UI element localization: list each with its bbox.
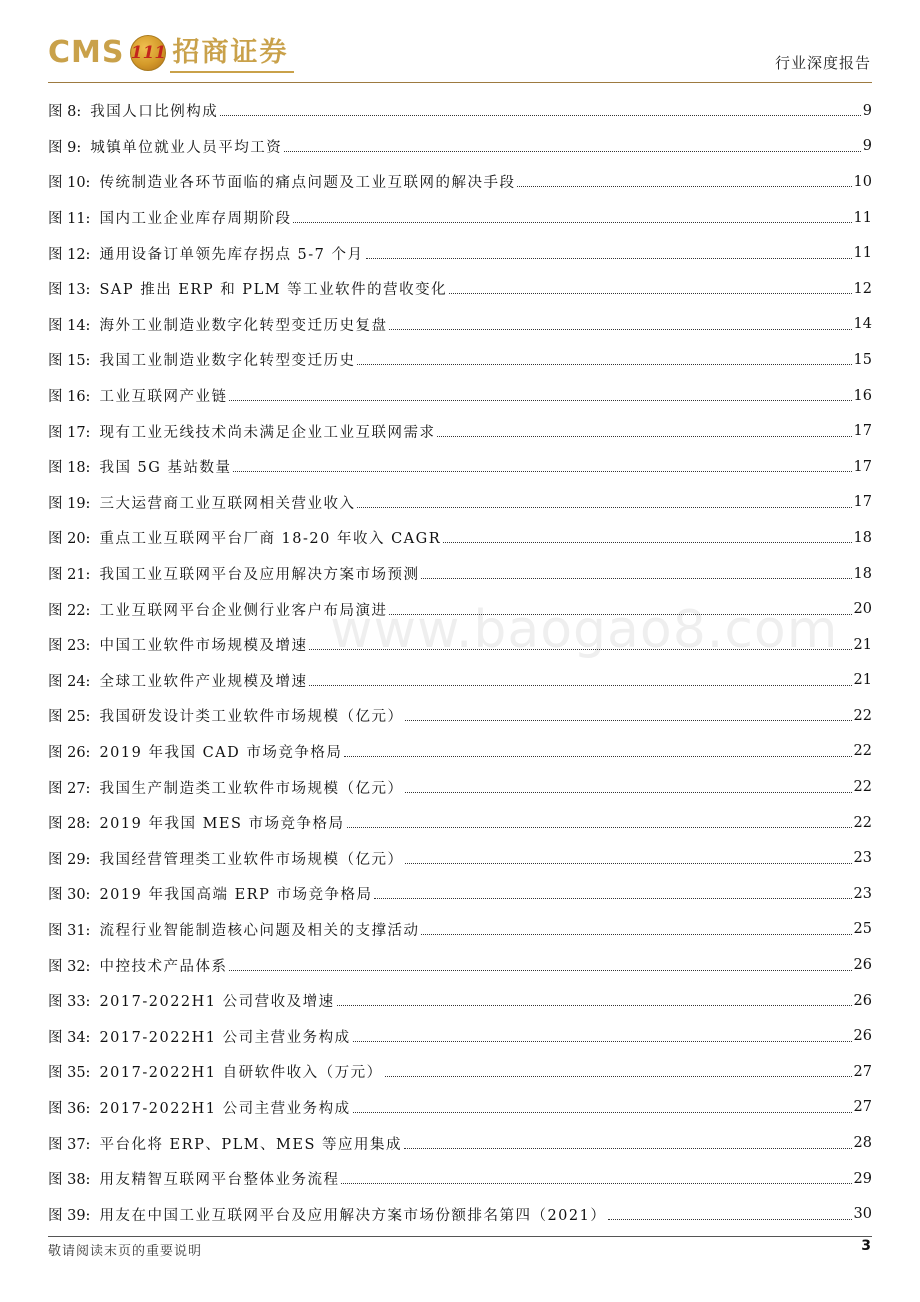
dot-leader: [449, 293, 851, 294]
figure-number: 图 38:: [48, 1172, 91, 1189]
page-reference: 11: [853, 245, 872, 262]
toc-entry[interactable]: [48, 129, 872, 165]
figure-number: 图 37:: [48, 1136, 91, 1153]
figure-number: 图 31:: [48, 922, 91, 939]
toc-entry[interactable]: [48, 342, 872, 378]
figure-title: 2017-2022H1 公司营收及增速: [99, 994, 335, 1011]
dot-leader: [443, 542, 851, 543]
figure-number: 图 9:: [48, 139, 82, 156]
toc-entry[interactable]: [48, 556, 872, 592]
toc-entry[interactable]: [48, 947, 872, 983]
figure-title: 2017-2022H1 公司主营业务构成: [99, 1029, 351, 1046]
toc-entry[interactable]: [48, 627, 872, 663]
figure-number: 图 15:: [48, 353, 91, 370]
toc-entry-label: [48, 385, 227, 406]
page-reference: 20: [853, 601, 872, 618]
dot-leader: [404, 1148, 852, 1149]
figure-number: 图 27:: [48, 780, 91, 797]
header-divider: [48, 82, 872, 83]
figure-title: 用友在中国工业互联网平台及应用解决方案市场份额排名第四（2021）: [99, 1207, 607, 1224]
figure-number: 图 12:: [48, 246, 91, 263]
page-reference: 9: [862, 102, 872, 119]
dot-leader: [366, 258, 852, 259]
toc-entry[interactable]: [48, 734, 872, 770]
figure-title: 2017-2022H1 自研软件收入（万元）: [99, 1065, 383, 1082]
page-reference: 25: [853, 921, 872, 938]
toc-entry[interactable]: [48, 485, 872, 521]
toc-entry-label: [48, 563, 419, 584]
figure-title: 我国工业互联网平台及应用解决方案市场预测: [99, 567, 420, 584]
figure-title: 工业互联网产业链: [99, 389, 228, 406]
toc-entry-label: [48, 278, 447, 299]
figure-number: 图 25:: [48, 709, 91, 726]
figure-title: 我国 5G 基站数量: [99, 460, 232, 477]
toc-entry[interactable]: [48, 1196, 872, 1232]
page-reference: 26: [853, 1028, 872, 1045]
figure-title: 2019 年我国高端 ERP 市场竞争格局: [99, 887, 373, 904]
page-reference: 30: [853, 1206, 872, 1223]
page-reference: 18: [853, 529, 872, 546]
figure-title: 2017-2022H1 公司主营业务构成: [99, 1100, 351, 1117]
dot-leader: [405, 720, 851, 721]
toc-entry-label: [48, 848, 403, 869]
toc-entry[interactable]: [48, 1054, 872, 1090]
toc-entry-label: [48, 1097, 351, 1118]
figure-number: 图 24:: [48, 673, 91, 690]
dot-leader: [337, 1005, 852, 1006]
toc-entry-label: [48, 1133, 402, 1154]
toc-entry-label: [48, 314, 387, 335]
toc-entry[interactable]: [48, 1161, 872, 1197]
page-reference: 14: [853, 316, 872, 333]
dot-leader: [389, 329, 851, 330]
toc-entry-label: [48, 1026, 351, 1047]
figure-title: 我国研发设计类工业软件市场规模（亿元）: [99, 709, 404, 726]
toc-entry[interactable]: [48, 93, 872, 129]
page-reference: 17: [853, 458, 872, 475]
dot-leader: [389, 614, 851, 615]
toc-entry[interactable]: [48, 413, 872, 449]
toc-entry-label: [48, 955, 227, 976]
dot-leader: [229, 400, 851, 401]
toc-entry-label: [48, 990, 335, 1011]
dot-leader: [220, 115, 861, 116]
figure-number: 图 36:: [48, 1100, 91, 1117]
toc-entry-label: [48, 1204, 606, 1225]
figure-title: 平台化将 ERP、PLM、MES 等应用集成: [99, 1136, 403, 1153]
dot-leader: [517, 186, 851, 187]
toc-entry-label: [48, 243, 364, 264]
toc-entry[interactable]: [48, 769, 872, 805]
page-reference: 21: [853, 672, 872, 689]
page-reference: 29: [853, 1170, 872, 1187]
document-type: 行业深度报告: [774, 54, 871, 72]
page-reference: 22: [853, 743, 872, 760]
toc-entry[interactable]: [48, 235, 872, 271]
page-reference: 15: [853, 351, 872, 368]
toc-entry-label: [48, 492, 355, 513]
dot-leader: [357, 364, 851, 365]
page-reference: 23: [853, 885, 872, 902]
figure-title: 我国工业制造业数字化转型变迁历史: [99, 353, 356, 370]
figure-title: 2019 年我国 CAD 市场竞争格局: [99, 744, 343, 761]
dot-leader: [341, 1183, 851, 1184]
dot-leader: [385, 1076, 852, 1077]
toc-entry[interactable]: [48, 983, 872, 1019]
toc-entry[interactable]: [48, 805, 872, 841]
toc-entry-label: [48, 207, 291, 228]
figure-number: 图 8:: [48, 104, 82, 121]
dot-leader: [353, 1112, 852, 1113]
dot-leader: [357, 507, 851, 508]
dot-leader: [608, 1219, 851, 1220]
dot-leader: [229, 970, 851, 971]
page-reference: 22: [853, 779, 872, 796]
page-reference: 23: [853, 850, 872, 867]
figure-title: 通用设备订单领先库存拐点 5-7 个月: [99, 246, 364, 263]
figure-title: 2019 年我国 MES 市场竞争格局: [99, 816, 345, 833]
toc-entry[interactable]: [48, 200, 872, 236]
figure-title: 我国人口比例构成: [90, 104, 219, 121]
toc-entry-label: [48, 1061, 383, 1082]
page-reference: 22: [853, 707, 872, 724]
page-reference: 18: [853, 565, 872, 582]
logo-emblem-icon: 111: [130, 35, 166, 71]
page-reference: 22: [853, 814, 872, 831]
toc-entry[interactable]: [48, 271, 872, 307]
figure-number: 图 20:: [48, 531, 91, 548]
toc-entry[interactable]: [48, 164, 872, 200]
dot-leader: [405, 792, 851, 793]
figure-number: 图 34:: [48, 1029, 91, 1046]
toc-entry-label: [48, 670, 307, 691]
figure-title: SAP 推出 ERP 和 PLM 等工业软件的营收变化: [99, 282, 448, 299]
dot-leader: [353, 1041, 852, 1042]
toc-entry[interactable]: [48, 307, 872, 343]
toc-entry[interactable]: [48, 1018, 872, 1054]
figure-title: 工业互联网平台企业侧行业客户布局演进: [99, 602, 388, 619]
toc-entry-label: [48, 705, 403, 726]
figure-number: 图 11:: [48, 211, 91, 228]
toc-entry-label: [48, 741, 342, 762]
dot-leader: [421, 578, 851, 579]
toc-entry-label: [48, 136, 282, 157]
dot-leader: [309, 685, 851, 686]
page-reference: 12: [853, 280, 872, 297]
dot-leader: [284, 151, 861, 152]
figure-title: 全球工业软件产业规模及增速: [99, 673, 308, 690]
footer-note: 敬请阅读末页的重要说明: [48, 1244, 203, 1259]
page-number: 3: [861, 1238, 871, 1254]
toc-entry-label: [48, 349, 355, 370]
toc-entry[interactable]: [48, 1090, 872, 1126]
figure-number: 图 13:: [48, 282, 91, 299]
page-reference: 16: [853, 387, 872, 404]
toc-entry[interactable]: [48, 378, 872, 414]
figure-title: 国内工业企业库存周期阶段: [99, 211, 292, 228]
watermark: www.baogao8.com: [330, 600, 839, 660]
toc-entry-label: [48, 171, 515, 192]
page-reference: 28: [853, 1135, 872, 1152]
toc-entry[interactable]: [48, 663, 872, 699]
dot-leader: [233, 471, 851, 472]
page-reference: 26: [853, 957, 872, 974]
toc-entry-label: [48, 100, 218, 121]
toc-entry-label: [48, 1168, 339, 1189]
dot-leader: [347, 827, 852, 828]
toc-entry-label: [48, 599, 387, 620]
figure-list: [48, 93, 872, 1232]
toc-entry[interactable]: [48, 698, 872, 734]
page-reference: 27: [853, 1063, 872, 1080]
figure-number: 图 10:: [48, 175, 91, 192]
page-reference: 11: [853, 209, 872, 226]
logo-company-name: 招商证券: [172, 37, 289, 68]
toc-entry-label: [48, 527, 441, 548]
toc-entry-label: [48, 919, 419, 940]
toc-entry-label: [48, 421, 435, 442]
dot-leader: [405, 863, 851, 864]
dot-leader: [421, 934, 851, 935]
page-reference: 17: [853, 423, 872, 440]
toc-entry-label: [48, 812, 345, 833]
figure-number: 图 32:: [48, 958, 91, 975]
logo-underline: [170, 71, 294, 73]
figure-number: 图 21:: [48, 567, 91, 584]
page-reference: 26: [853, 992, 872, 1009]
toc-entry-label: [48, 883, 372, 904]
figure-number: 图 26:: [48, 744, 91, 761]
figure-number: 图 17:: [48, 424, 91, 441]
figure-title: 我国生产制造类工业软件市场规模（亿元）: [99, 780, 404, 797]
figure-number: 图 33:: [48, 994, 91, 1011]
figure-number: 图 19:: [48, 495, 91, 512]
figure-number: 图 14:: [48, 317, 91, 334]
figure-title: 流程行业智能制造核心问题及相关的支撑活动: [99, 922, 420, 939]
toc-entry-label: [48, 634, 307, 655]
figure-number: 图 39:: [48, 1207, 91, 1224]
figure-number: 图 23:: [48, 638, 91, 655]
figure-title: 用友精智互联网平台整体业务流程: [99, 1172, 340, 1189]
page-header: [0, 0, 920, 84]
page-reference: 17: [853, 494, 872, 511]
figure-title: 城镇单位就业人员平均工资: [90, 139, 283, 156]
figure-number: 图 35:: [48, 1065, 91, 1082]
dot-leader: [309, 649, 851, 650]
figure-number: 图 18:: [48, 460, 91, 477]
figure-title: 现有工业无线技术尚未满足企业工业互联网需求: [99, 424, 436, 441]
figure-number: 图 16:: [48, 389, 91, 406]
toc-entry-label: [48, 456, 231, 477]
figure-title: 重点工业互联网平台厂商 18-20 年收入 CAGR: [99, 531, 442, 548]
dot-leader: [293, 222, 851, 223]
figure-title: 传统制造业各环节面临的痛点问题及工业互联网的解决手段: [99, 175, 516, 192]
page-reference: 21: [853, 636, 872, 653]
figure-number: 图 29:: [48, 851, 91, 868]
logo-cms-text: CMS: [48, 35, 125, 70]
figure-title: 我国经营管理类工业软件市场规模（亿元）: [99, 851, 404, 868]
toc-entry-label: [48, 777, 403, 798]
toc-entry[interactable]: [48, 591, 872, 627]
toc-entry[interactable]: [48, 449, 872, 485]
toc-entry[interactable]: [48, 876, 872, 912]
toc-entry[interactable]: [48, 520, 872, 556]
figure-title: 海外工业制造业数字化转型变迁历史复盘: [99, 317, 388, 334]
company-logo: [48, 33, 288, 73]
page-reference: 27: [853, 1099, 872, 1116]
figure-number: 图 22:: [48, 602, 91, 619]
toc-entry[interactable]: [48, 912, 872, 948]
footer-divider: [48, 1236, 872, 1237]
dot-leader: [437, 436, 851, 437]
toc-entry[interactable]: [48, 1125, 872, 1161]
figure-number: 图 28:: [48, 816, 91, 833]
figure-title: 三大运营商工业互联网相关营业收入: [99, 495, 356, 512]
page-reference: 10: [853, 173, 872, 190]
figure-title: 中国工业软件市场规模及增速: [99, 638, 308, 655]
figure-number: 图 30:: [48, 887, 91, 904]
dot-leader: [344, 756, 851, 757]
figure-title: 中控技术产品体系: [99, 958, 228, 975]
dot-leader: [374, 898, 851, 899]
toc-entry[interactable]: [48, 840, 872, 876]
page-reference: 9: [862, 138, 872, 155]
